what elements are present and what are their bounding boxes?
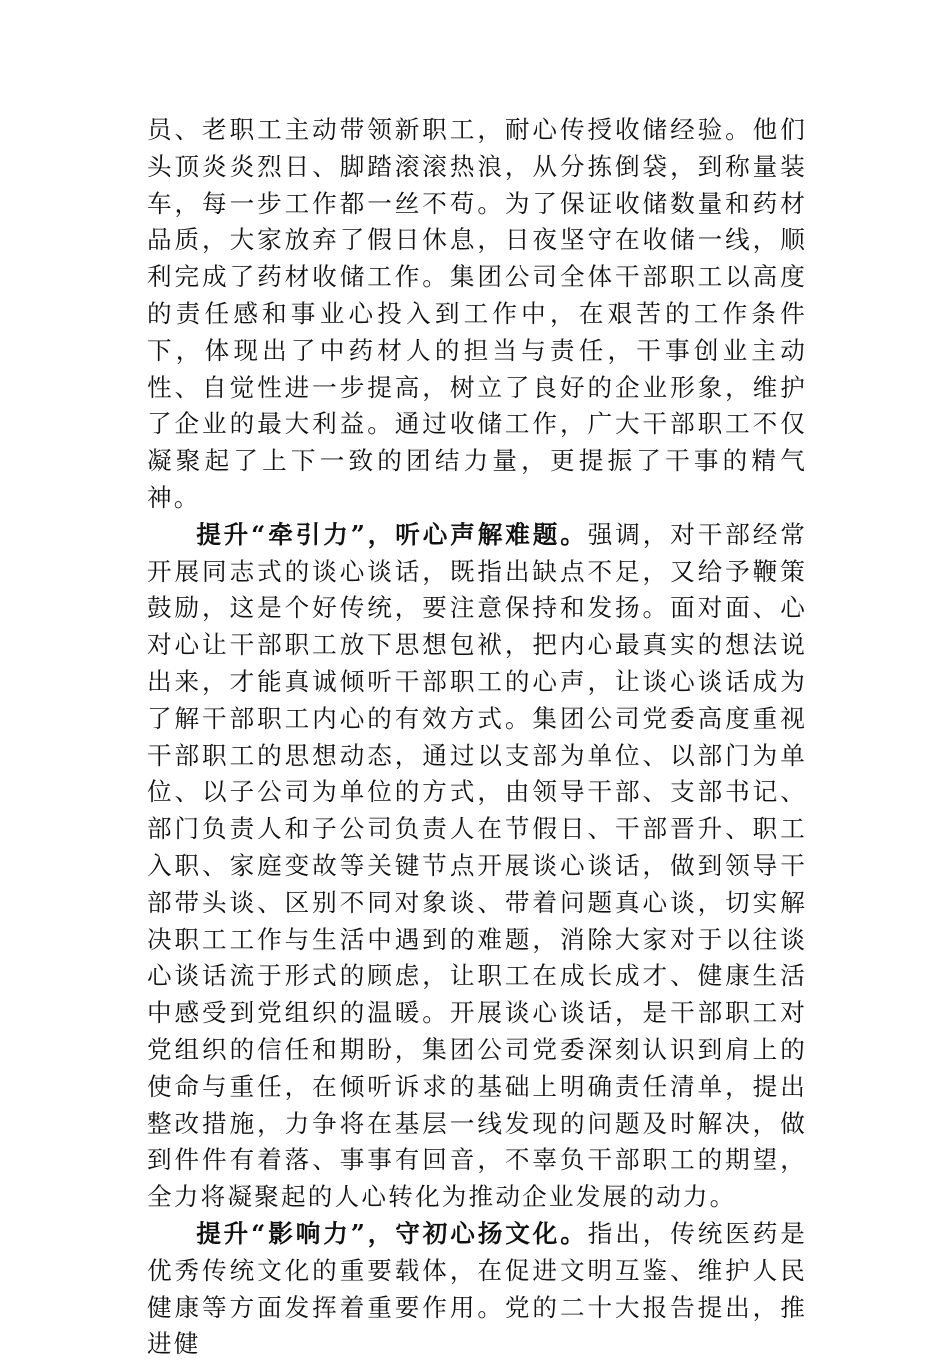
- paragraph-3-text: 指出，传统医药是优秀传统文化的重要载体，在促进文明互鉴、维护人民健康等方面发挥着重要作用。党的二十大报告提出，推进健: [147, 1218, 807, 1359]
- paragraph-1-text: 员、老职工主动带领新职工，耐心传授收储经验。他们头顶炎炎烈日、脚踏滚滚热浪，从分拣倒袋，到称量装车，每一步工作都一丝不苟。为了保证收储数量和药材品质，大家放弃了假日休息，日夜坚守在收储一线，顺利完成了药材收储工作。集团公司全体干部职工以高度的责任感和事业心投入到工作中，在艰苦的工作条件下，体现出了中药材人的担当与责任，干事创业主动性、自觉性进一步提高，树立了良好的企业形象，维护了企业的最大利益。通过收储工作，广大干部职工不仅凝聚起了上下一致的团结力量，更提振了干事的精气神。: [147, 115, 807, 512]
- paragraph-2: [147, 517, 807, 1216]
- paragraph-3-heading: 提升“影响力”，守初心扬文化。: [196, 1218, 588, 1248]
- paragraph-3: [147, 1216, 807, 1363]
- document-body: [147, 112, 807, 1363]
- paragraph-2-text: 强调，对干部经常开展同志式的谈心谈话，既指出缺点不足，又给予鞭策鼓励，这是个好传统，要注意保持和发扬。面对面、心对心让干部职工放下思想包袱，把内心最真实的想法说出来，才能真诚倾听干部职工的心声，让谈心谈话成为了解干部职工内心的有效方式。集团公司党委高度重视干部职工的思想动态，通过以支部为单位、以部门为单位、以子公司为单位的方式，由领导干部、支部书记、部门负责人和子公司负责人在节假日、干部晋升、职工入职、家庭变故等关键节点开展谈心谈话，做到领导干部带头谈、区别不同对象谈、带着问题真心谈，切实解决职工工作与生活中遇到的难题，消除大家对于以往谈心谈话流于形式的顾虑，让职工在成长成才、健康生活中感受到党组织的温暖。开展谈心谈话，是干部职工对党组织的信任和期盼，集团公司党委深刻认识到肩上的使命与重任，在倾听诉求的基础上明确责任清单，提出整改措施，力争将在基层一线发现的问题及时解决，做到件件有着落、事事有回音，不辜负干部职工的期望，全力将凝聚起的人心转化为推动企业发展的动力。: [147, 519, 807, 1212]
- paragraph-2-heading: 提升“牵引力”，听心声解难题。: [196, 519, 588, 549]
- paragraph-1: [147, 112, 807, 517]
